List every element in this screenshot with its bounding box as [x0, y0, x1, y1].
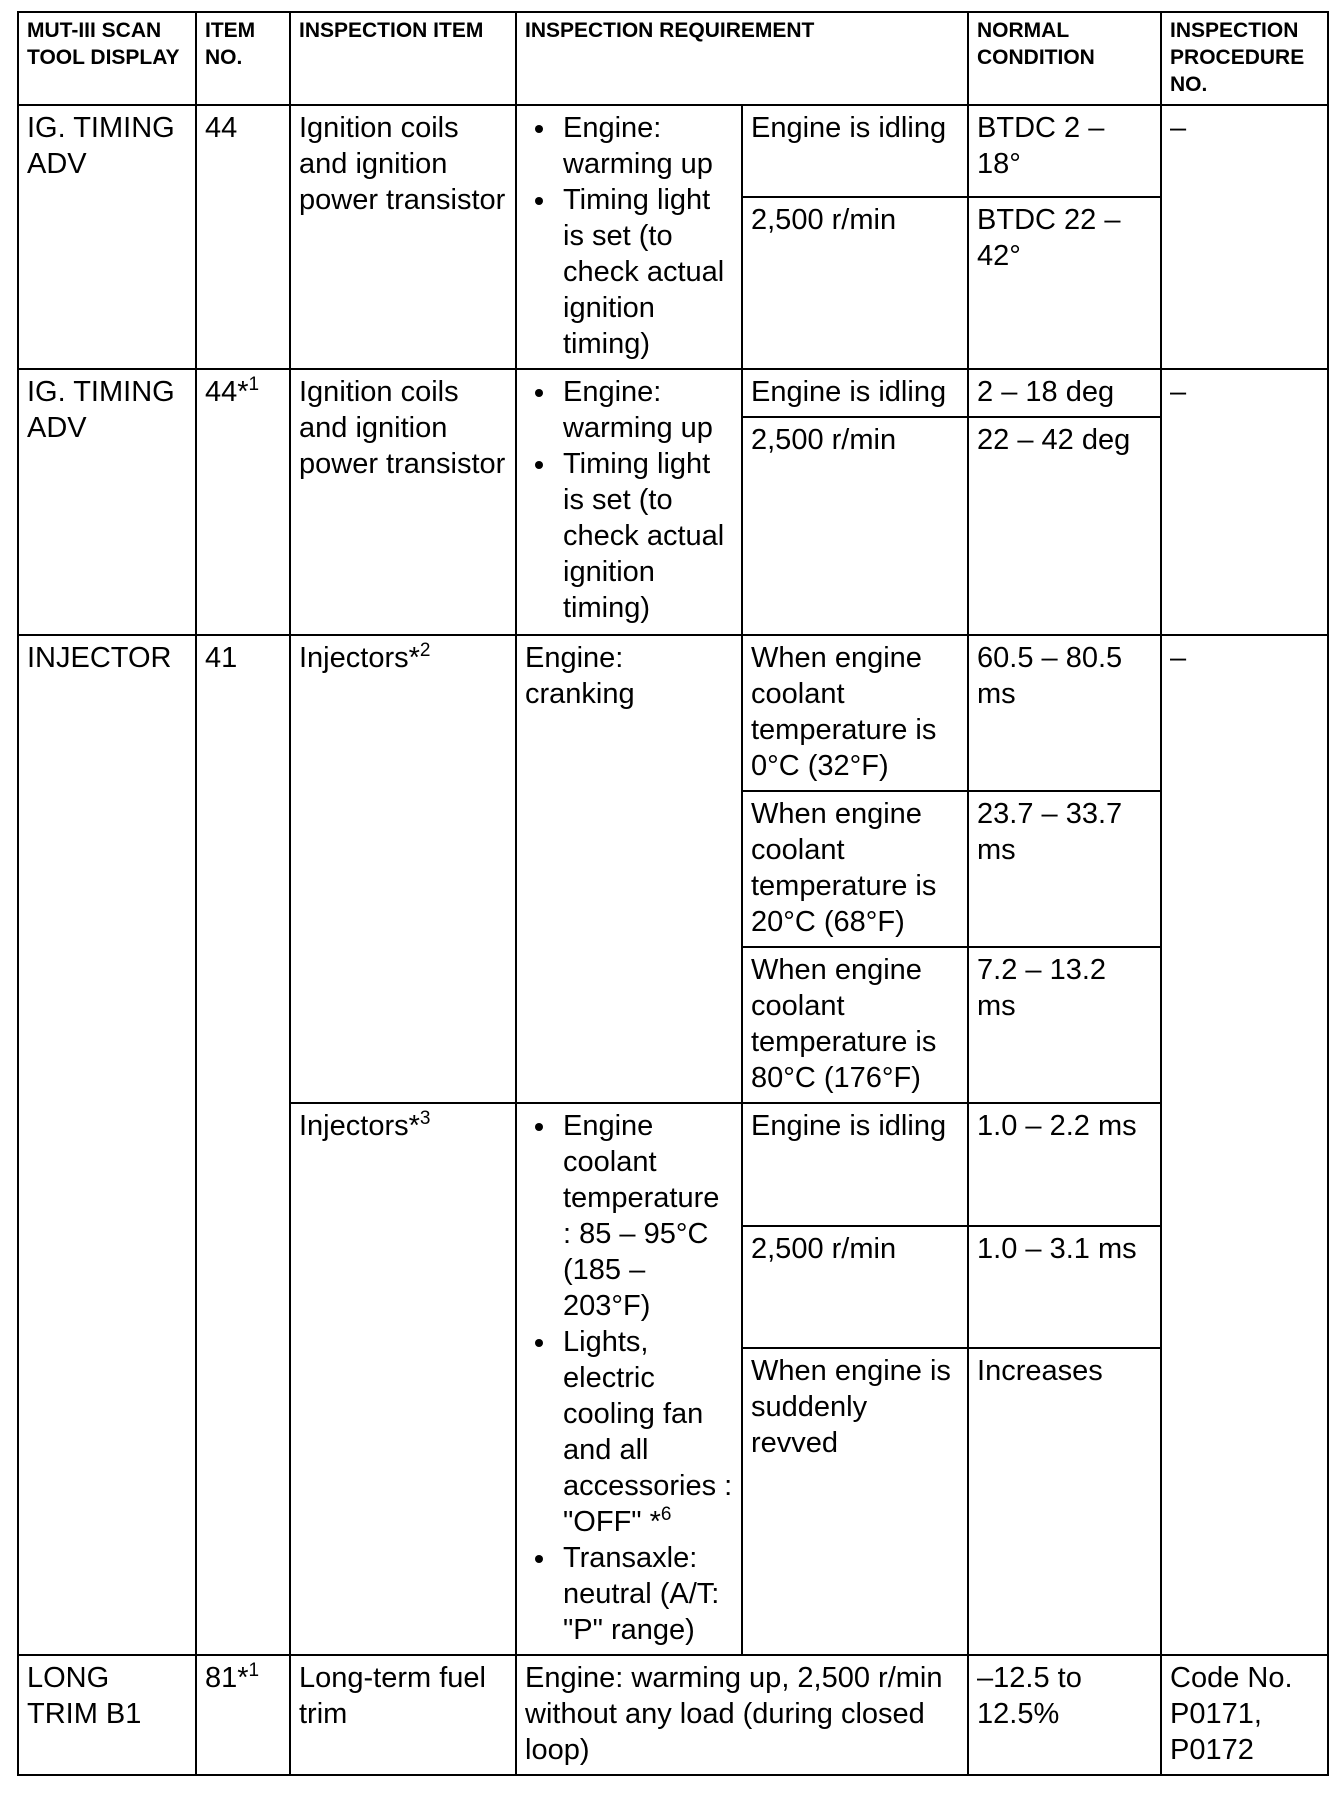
scan-tool-display: INJECTOR	[18, 635, 196, 1655]
table-row	[18, 369, 1328, 417]
inspection-item-text: Injectors*	[299, 642, 420, 674]
item-number	[196, 369, 290, 635]
condition: 2,500 r/min	[742, 417, 968, 635]
inspection-requirement	[516, 369, 742, 635]
inspection-item	[290, 1103, 516, 1655]
header-procedure-no: INSPECTION PROCEDURE NO.	[1161, 12, 1328, 105]
condition: Engine is idling	[742, 1103, 968, 1226]
requirement-list	[525, 1108, 733, 1648]
inspection-item: Ignition coils and ignition power transistor	[290, 369, 516, 635]
normal-condition: BTDC 22 – 42°	[968, 197, 1161, 369]
list-item: Engine: warming up	[525, 374, 733, 446]
list-item: Transaxle: neutral (A/T: "P" range)	[525, 1540, 733, 1648]
item-number	[196, 1655, 290, 1775]
footnote-mark: 3	[419, 1108, 431, 1129]
table-row	[18, 105, 1328, 197]
requirement-list	[525, 110, 733, 362]
item-number: 44	[196, 105, 290, 369]
condition: Engine is idling	[742, 105, 968, 197]
table-row	[18, 635, 1328, 791]
normal-condition: 2 – 18 deg	[968, 369, 1161, 417]
header-normal-condition: NORMAL CONDITION	[968, 12, 1161, 105]
footnote-mark: 6	[660, 1504, 672, 1525]
item-number: 41	[196, 635, 290, 1655]
condition: When engine coolant temperature is 20°C (68°F)	[742, 791, 968, 947]
normal-condition: 1.0 – 2.2 ms	[968, 1103, 1161, 1226]
normal-condition: 60.5 – 80.5 ms	[968, 635, 1161, 791]
list-item: Timing light is set (to check actual ignition timing)	[525, 182, 733, 362]
list-item: Timing light is set (to check actual ignition timing)	[525, 446, 733, 626]
table-row	[18, 1655, 1328, 1775]
footnote-mark: 2	[419, 640, 431, 661]
normal-condition: –12.5 to 12.5%	[968, 1655, 1161, 1775]
list-item: Engine: warming up	[525, 110, 733, 182]
scan-tool-display: IG. TIMING ADV	[18, 105, 196, 369]
normal-condition: Increases	[968, 1348, 1161, 1655]
procedure-number: –	[1161, 635, 1328, 1655]
inspection-requirement	[516, 105, 742, 369]
header-row	[18, 12, 1328, 105]
list-item: Engine coolant temperature : 85 – 95°C (185 – 203°F)	[525, 1108, 733, 1324]
item-number-text: 44*	[205, 376, 249, 408]
condition: 2,500 r/min	[742, 1226, 968, 1349]
normal-condition: 22 – 42 deg	[968, 417, 1161, 635]
list-item	[525, 1324, 733, 1540]
inspection-item	[290, 635, 516, 1103]
condition: 2,500 r/min	[742, 197, 968, 369]
requirement-list	[525, 374, 733, 626]
inspection-item-text: Injectors*	[299, 1110, 420, 1142]
normal-condition: BTDC 2 – 18°	[968, 105, 1161, 197]
scan-tool-display: LONG TRIM B1	[18, 1655, 196, 1775]
procedure-number: Code No. P0171, P0172	[1161, 1655, 1328, 1775]
header-inspection-item: INSPECTION ITEM	[290, 12, 516, 105]
inspection-requirement: Engine: warming up, 2,500 r/min without any load (during closed loop)	[516, 1655, 968, 1775]
footnote-mark: 1	[248, 374, 260, 395]
condition: When engine is suddenly revved	[742, 1348, 968, 1655]
normal-condition: 23.7 – 33.7 ms	[968, 791, 1161, 947]
list-item-text: Lights, electric cooling fan and all accessories : "OFF" *	[563, 1326, 733, 1538]
condition: Engine is idling	[742, 369, 968, 417]
condition: When engine coolant temperature is 0°C (32°F)	[742, 635, 968, 791]
item-number-text: 81*	[205, 1662, 249, 1694]
inspection-requirement: Engine: cranking	[516, 635, 742, 1103]
normal-condition: 1.0 – 3.1 ms	[968, 1226, 1161, 1349]
normal-condition: 7.2 – 13.2 ms	[968, 947, 1161, 1103]
header-item-no: ITEM NO.	[196, 12, 290, 105]
footnote-mark: 1	[248, 1660, 260, 1681]
procedure-number: –	[1161, 105, 1328, 369]
inspection-item: Long-term fuel trim	[290, 1655, 516, 1775]
header-display: MUT-III SCAN TOOL DISPLAY	[18, 12, 196, 105]
procedure-number: –	[1161, 369, 1328, 635]
inspection-table	[17, 11, 1329, 1776]
scan-tool-display: IG. TIMING ADV	[18, 369, 196, 635]
condition: When engine coolant temperature is 80°C (176°F)	[742, 947, 968, 1103]
header-inspection-requirement: INSPECTION REQUIREMENT	[516, 12, 968, 105]
inspection-requirement	[516, 1103, 742, 1655]
inspection-item: Ignition coils and ignition power transistor	[290, 105, 516, 369]
